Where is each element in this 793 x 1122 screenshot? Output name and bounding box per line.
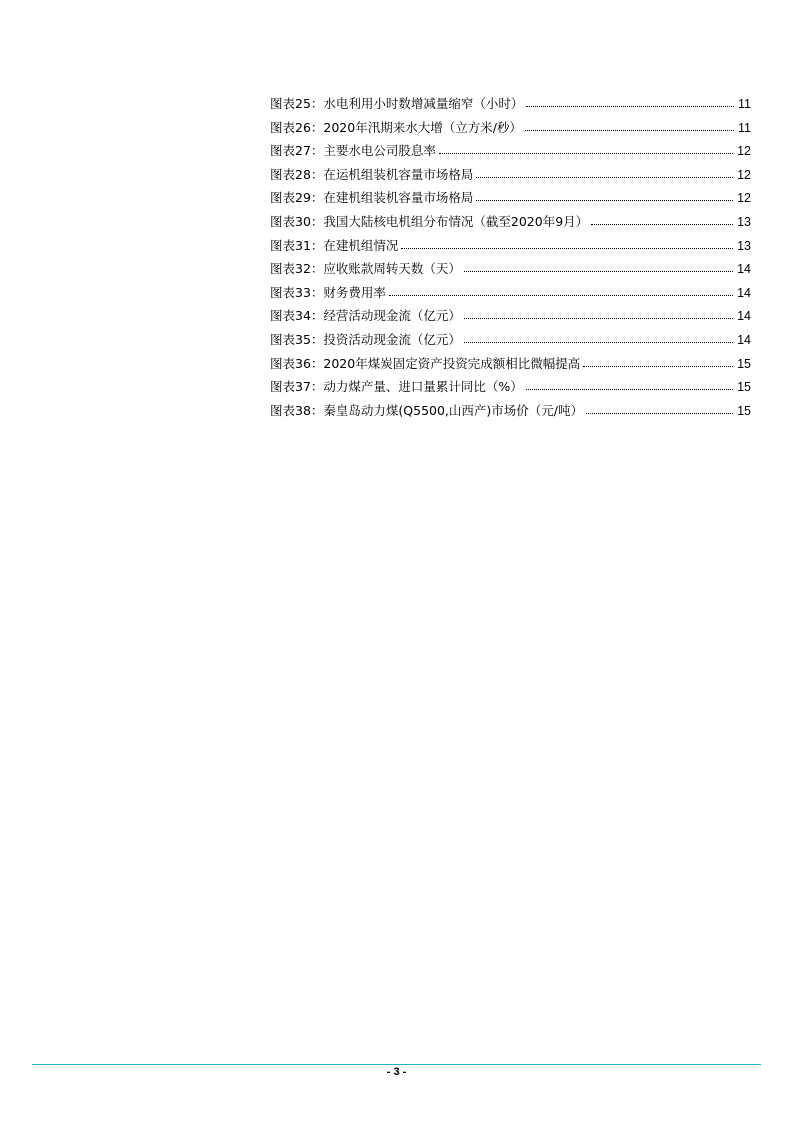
toc-entry-page[interactable]: 11	[738, 120, 751, 135]
toc-dot-leader	[464, 332, 733, 344]
toc-entry-title[interactable]: 图表34：经营活动现金流（亿元）	[270, 308, 461, 324]
toc-entry-title[interactable]: 图表38：秦皇岛动力煤(Q5500,山西产)市场价（元/吨）	[270, 402, 583, 418]
toc-entry-page[interactable]: 11	[738, 97, 751, 111]
toc-entry-page[interactable]: 14	[737, 262, 751, 277]
footer-divider	[32, 1064, 761, 1065]
toc-entry-page[interactable]: 14	[737, 309, 751, 324]
toc-entry-page[interactable]: 14	[737, 332, 751, 347]
toc-entry[interactable]	[270, 308, 751, 332]
toc-dot-leader	[401, 238, 733, 250]
toc-entry[interactable]	[270, 379, 751, 403]
toc-entry[interactable]	[270, 403, 751, 427]
toc-dot-leader	[464, 261, 733, 273]
table-of-figures	[270, 96, 751, 426]
toc-entry-page[interactable]: 13	[737, 238, 751, 253]
toc-entry-title[interactable]: 图表33：财务费用率	[270, 284, 386, 300]
toc-entry[interactable]	[270, 190, 751, 214]
toc-entry-title[interactable]: 图表29：在建机组装机容量市场格局	[270, 190, 474, 206]
toc-entry-title[interactable]: 图表26：2020年汛期来水大增（立方米/秒）	[270, 119, 522, 135]
toc-entry-page[interactable]: 15	[737, 403, 751, 418]
toc-entry-title[interactable]: 图表32：应收账款周转天数（天）	[270, 261, 461, 277]
toc-entry-title[interactable]: 图表36：2020年煤炭固定资产投资完成额相比微幅提高	[270, 355, 581, 371]
toc-entry[interactable]	[270, 120, 751, 144]
toc-entry-title[interactable]: 图表27：主要水电公司股息率	[270, 143, 436, 159]
toc-entry[interactable]	[270, 332, 751, 356]
toc-entry-page[interactable]: 12	[737, 144, 751, 159]
toc-entry-page[interactable]: 12	[737, 167, 751, 182]
toc-entry[interactable]	[270, 143, 751, 167]
page-number: - 3 -	[386, 1066, 407, 1078]
toc-entry-page[interactable]: 15	[737, 380, 751, 395]
toc-dot-leader	[526, 96, 734, 108]
toc-entry[interactable]	[270, 261, 751, 285]
toc-entry[interactable]	[270, 356, 751, 380]
toc-entry[interactable]	[270, 96, 751, 120]
toc-entry[interactable]	[270, 167, 751, 191]
toc-dot-leader	[591, 214, 733, 226]
toc-dot-leader	[439, 143, 733, 155]
toc-entry-title[interactable]: 图表37：动力煤产量、进口量累计同比（%）	[270, 379, 523, 395]
toc-entry-title[interactable]: 图表30：我国大陆核电机组分布情况（截至2020年9月）	[270, 213, 589, 229]
toc-dot-leader	[476, 190, 733, 202]
toc-entry-title[interactable]: 图表35：投资活动现金流（亿元）	[270, 331, 461, 347]
toc-entry-page[interactable]: 15	[737, 356, 751, 371]
toc-entry[interactable]	[270, 214, 751, 238]
toc-entry-title[interactable]: 图表31：在建机组情况	[270, 237, 399, 253]
toc-dot-leader	[476, 167, 733, 179]
toc-entry-title[interactable]: 图表25：水电利用小时数增减量缩窄（小时）	[270, 96, 524, 111]
toc-entry-page[interactable]: 13	[737, 214, 751, 229]
toc-dot-leader	[583, 356, 733, 368]
toc-dot-leader	[389, 285, 733, 297]
toc-entry-page[interactable]: 14	[737, 285, 751, 300]
toc-entry[interactable]	[270, 285, 751, 309]
toc-dot-leader	[464, 308, 733, 320]
toc-dot-leader	[525, 120, 734, 132]
toc-entry-page[interactable]: 12	[737, 191, 751, 206]
toc-dot-leader	[586, 403, 733, 415]
toc-entry-title[interactable]: 图表28：在运机组装机容量市场格局	[270, 166, 474, 182]
toc-dot-leader	[526, 379, 733, 391]
toc-entry[interactable]	[270, 238, 751, 262]
